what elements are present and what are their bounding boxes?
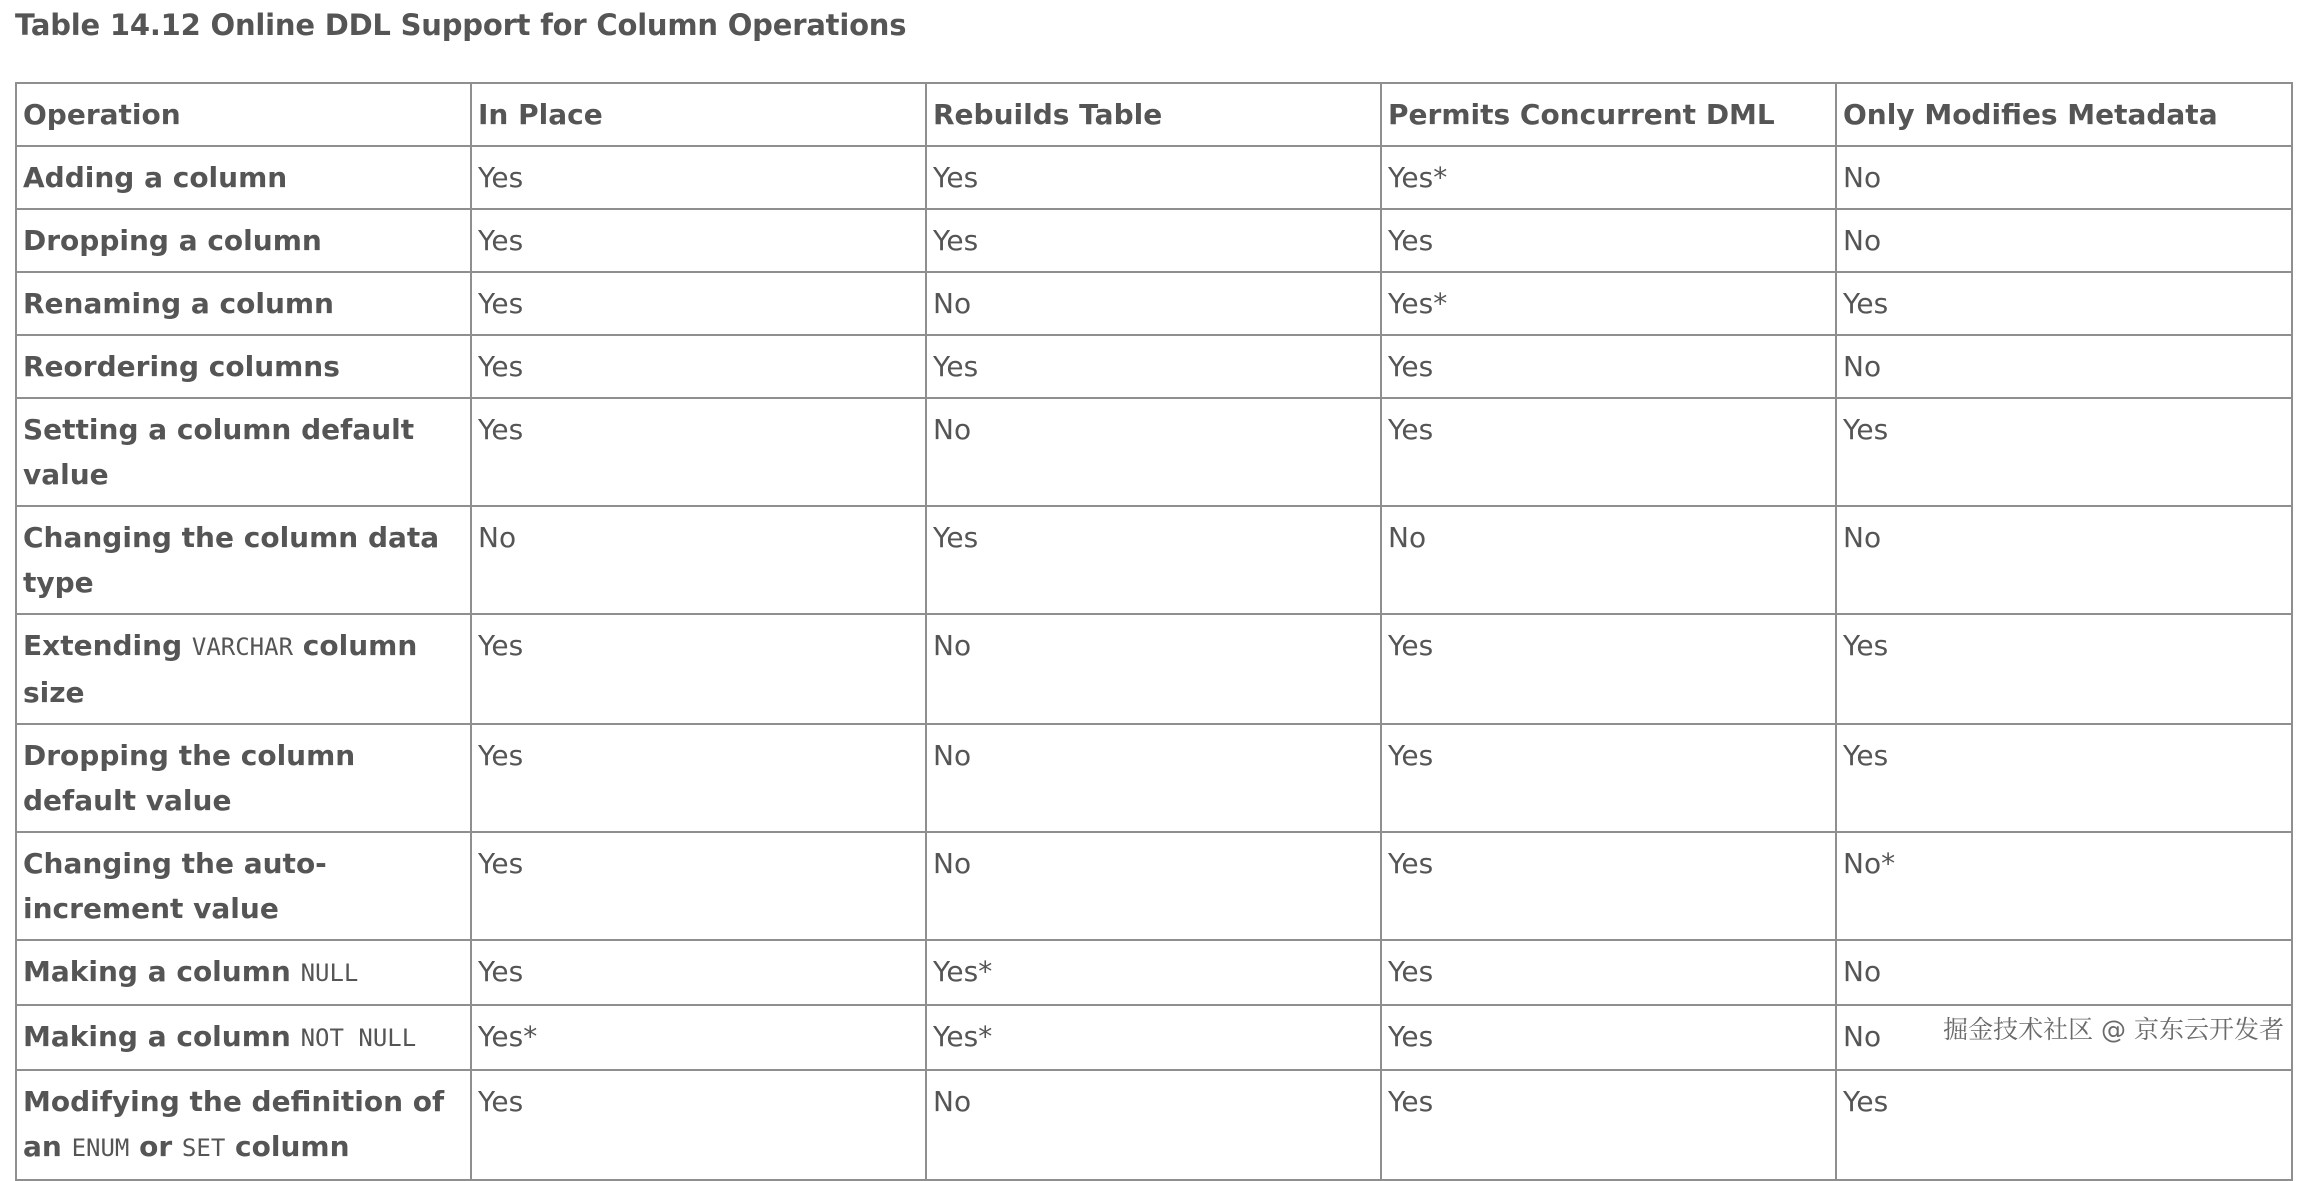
concurrent-dml-cell: Yes (1381, 335, 1836, 398)
code-keyword: VARCHAR (191, 633, 294, 661)
code-keyword: NOT NULL (300, 1024, 417, 1052)
header-operation: Operation (16, 83, 471, 146)
operation-text: Dropping a column (23, 224, 322, 257)
operation-text: Changing the auto-increment value (23, 847, 327, 925)
in-place-cell: Yes (471, 724, 926, 832)
concurrent-dml-cell: No (1381, 506, 1836, 614)
table-row (16, 506, 2292, 614)
operation-text: Making a column (23, 1020, 301, 1053)
operation-text: Renaming a column (23, 287, 334, 320)
table-row (16, 398, 2292, 506)
metadata-only-cell: Yes (1836, 724, 2292, 832)
table-row (16, 209, 2292, 272)
rebuilds-table-cell: Yes* (926, 1005, 1381, 1070)
operation-cell (16, 614, 471, 724)
operation-cell (16, 398, 471, 506)
rebuilds-table-cell: Yes (926, 146, 1381, 209)
rebuilds-table-cell: No (926, 398, 1381, 506)
in-place-cell: Yes (471, 832, 926, 940)
in-place-cell: Yes (471, 146, 926, 209)
table-row (16, 335, 2292, 398)
in-place-cell: No (471, 506, 926, 614)
operation-cell (16, 209, 471, 272)
concurrent-dml-cell: Yes (1381, 1005, 1836, 1070)
header-rebuilds-table: Rebuilds Table (926, 83, 1381, 146)
metadata-only-cell: No (1836, 940, 2292, 1005)
table-row (16, 832, 2292, 940)
concurrent-dml-cell: Yes (1381, 1070, 1836, 1180)
operation-text: Changing the column data type (23, 521, 440, 599)
in-place-cell: Yes (471, 614, 926, 724)
table-row (16, 724, 2292, 832)
in-place-cell: Yes (471, 209, 926, 272)
metadata-only-cell: Yes (1836, 1070, 2292, 1180)
operation-text: Adding a column (23, 161, 288, 194)
concurrent-dml-cell: Yes* (1381, 146, 1836, 209)
operation-text: Modifying the definition of an (23, 1085, 445, 1163)
rebuilds-table-cell: Yes (926, 506, 1381, 614)
header-only-modifies-metadata: Only Modifies Metadata (1836, 83, 2292, 146)
concurrent-dml-cell: Yes (1381, 832, 1836, 940)
operation-cell (16, 1005, 471, 1070)
concurrent-dml-cell: Yes (1381, 940, 1836, 1005)
metadata-only-cell: No (1836, 209, 2292, 272)
operation-cell (16, 272, 471, 335)
table-row (16, 940, 2292, 1005)
operation-cell (16, 940, 471, 1005)
concurrent-dml-cell: Yes (1381, 724, 1836, 832)
metadata-only-cell: No (1836, 506, 2292, 614)
operation-text: Making a column (23, 955, 301, 988)
operation-text: or (129, 1130, 182, 1163)
watermark: 掘金技术社区 @ 京东云开发者 (1943, 1015, 2284, 1044)
metadata-only-cell: Yes (1836, 398, 2292, 506)
operation-text: Extending (23, 629, 192, 662)
concurrent-dml-cell: Yes (1381, 398, 1836, 506)
rebuilds-table-cell: No (926, 272, 1381, 335)
in-place-cell: Yes (471, 335, 926, 398)
rebuilds-table-cell: Yes (926, 209, 1381, 272)
table-row (16, 1070, 2292, 1180)
header-in-place: In Place (471, 83, 926, 146)
concurrent-dml-cell: Yes (1381, 614, 1836, 724)
concurrent-dml-cell: Yes (1381, 209, 1836, 272)
rebuilds-table-cell: No (926, 614, 1381, 724)
operation-text: Setting a column default value (23, 413, 415, 491)
operation-cell (16, 335, 471, 398)
in-place-cell: Yes* (471, 1005, 926, 1070)
metadata-only-cell: No (1836, 335, 2292, 398)
operation-cell (16, 832, 471, 940)
operation-cell (16, 506, 471, 614)
code-keyword: NULL (300, 959, 359, 987)
rebuilds-table-cell: No (926, 1070, 1381, 1180)
metadata-only-cell: No* (1836, 832, 2292, 940)
metadata-only-cell: No (1836, 1005, 2292, 1070)
metadata-only-cell: No (1836, 146, 2292, 209)
operation-text: column (225, 1130, 350, 1163)
code-keyword: ENUM (71, 1134, 130, 1162)
in-place-cell: Yes (471, 1070, 926, 1180)
rebuilds-table-cell: No (926, 832, 1381, 940)
in-place-cell: Yes (471, 272, 926, 335)
operation-cell (16, 724, 471, 832)
operation-text: Dropping the column default value (23, 739, 356, 817)
table-caption: Table 14.12 Online DDL Support for Column Operations (15, 8, 907, 42)
header-permits-concurrent-dml: Permits Concurrent DML (1381, 83, 1836, 146)
metadata-only-cell: Yes (1836, 272, 2292, 335)
operation-cell (16, 1070, 471, 1180)
operation-text: Reordering columns (23, 350, 340, 383)
in-place-cell: Yes (471, 940, 926, 1005)
table-header-row (16, 83, 2292, 146)
in-place-cell: Yes (471, 398, 926, 506)
table-row (16, 272, 2292, 335)
operation-text: column size (23, 629, 418, 709)
code-keyword: SET (181, 1134, 226, 1162)
rebuilds-table-cell: Yes* (926, 940, 1381, 1005)
rebuilds-table-cell: Yes (926, 335, 1381, 398)
metadata-only-cell: Yes (1836, 614, 2292, 724)
operation-cell (16, 146, 471, 209)
concurrent-dml-cell: Yes* (1381, 272, 1836, 335)
rebuilds-table-cell: No (926, 724, 1381, 832)
table-row (16, 146, 2292, 209)
table-row (16, 614, 2292, 724)
